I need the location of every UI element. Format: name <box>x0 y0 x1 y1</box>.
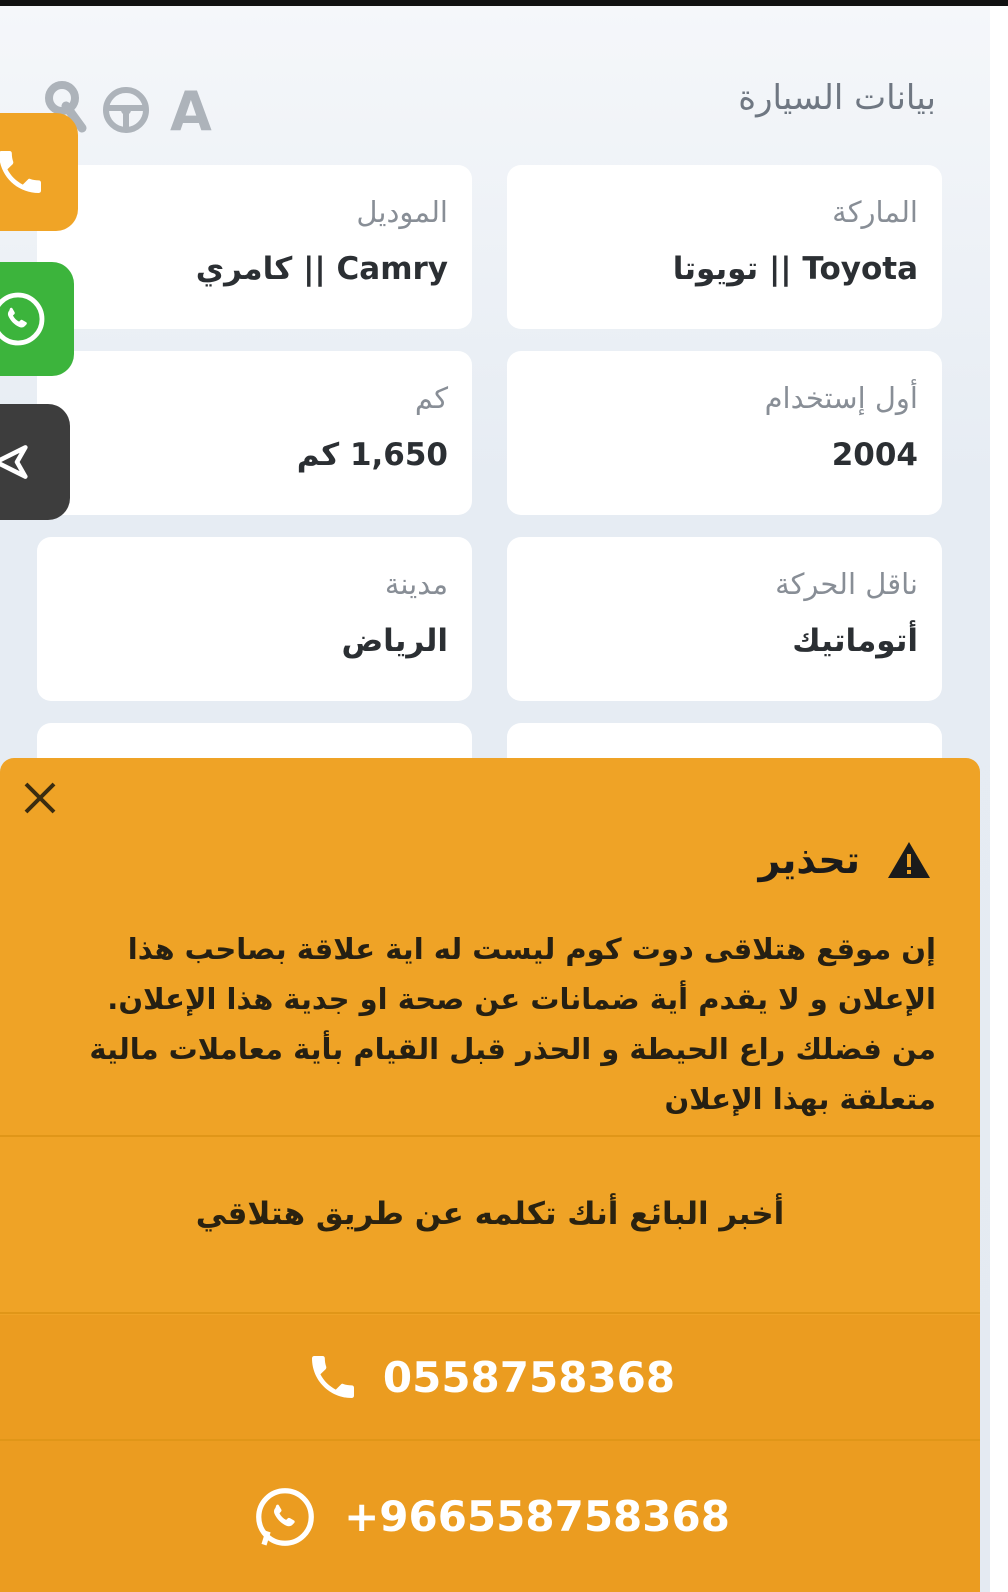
card-city <box>37 537 472 701</box>
share-float-button[interactable] <box>0 404 70 520</box>
card-value: الرياض <box>341 623 448 659</box>
card-label: الموديل <box>356 195 448 229</box>
warning-title <box>758 838 932 882</box>
card-label: كم <box>414 381 448 415</box>
card-first-use <box>507 351 942 515</box>
whatsapp-float-button[interactable] <box>0 262 74 376</box>
whatsapp-button[interactable] <box>0 1441 980 1592</box>
tell-seller-text: أخبر البائع أنك تكلمه عن طريق هتلاقي <box>195 1196 785 1232</box>
phone-number: 0558758368 <box>382 1352 676 1402</box>
card-mileage <box>37 351 472 515</box>
whatsapp-icon <box>250 1482 320 1552</box>
call-float-button[interactable] <box>0 113 78 231</box>
phone-call-button[interactable] <box>0 1315 980 1439</box>
card-label: أول إستخدام <box>764 381 918 415</box>
phone-icon <box>0 144 48 200</box>
warning-title-text: تحذير <box>758 838 860 882</box>
card-value: Toyota || تويوتا <box>672 251 918 287</box>
card-value: Camry || كامري <box>195 251 448 287</box>
card-label: الماركة <box>832 195 918 229</box>
phone-icon <box>305 1349 361 1405</box>
font-a-icon: A <box>170 80 212 138</box>
card-make <box>507 165 942 329</box>
card-value: 2004 <box>831 437 918 473</box>
card-value: 1,650 كم <box>296 437 448 473</box>
card-value: أتوماتيك <box>792 623 918 659</box>
warning-triangle-icon <box>886 840 932 880</box>
card-model <box>37 165 472 329</box>
whatsapp-number: +966558758368 <box>344 1492 730 1541</box>
card-label: ناقل الحركة <box>775 567 918 601</box>
close-icon[interactable] <box>20 778 60 818</box>
whatsapp-icon <box>0 287 50 351</box>
steering-wheel-icon <box>106 90 146 130</box>
divider <box>0 1312 980 1314</box>
card-label: مدينة <box>384 567 448 601</box>
share-icon <box>0 437 42 487</box>
divider <box>0 1135 980 1137</box>
warning-text: إن موقع هتلاقى دوت كوم ليست له اية علاقة بصاحب هذا الإعلان و لا يقدم أية ضمانات عن صحة او جدية هذا الإعلان. من فضلك راع الحيطة و الحذر قبل القيام بأية معاملات مالية متعلقة بهذا الإعلان <box>89 932 936 1116</box>
card-transmission <box>507 537 942 701</box>
section-title: بيانات السيارة <box>738 78 936 118</box>
